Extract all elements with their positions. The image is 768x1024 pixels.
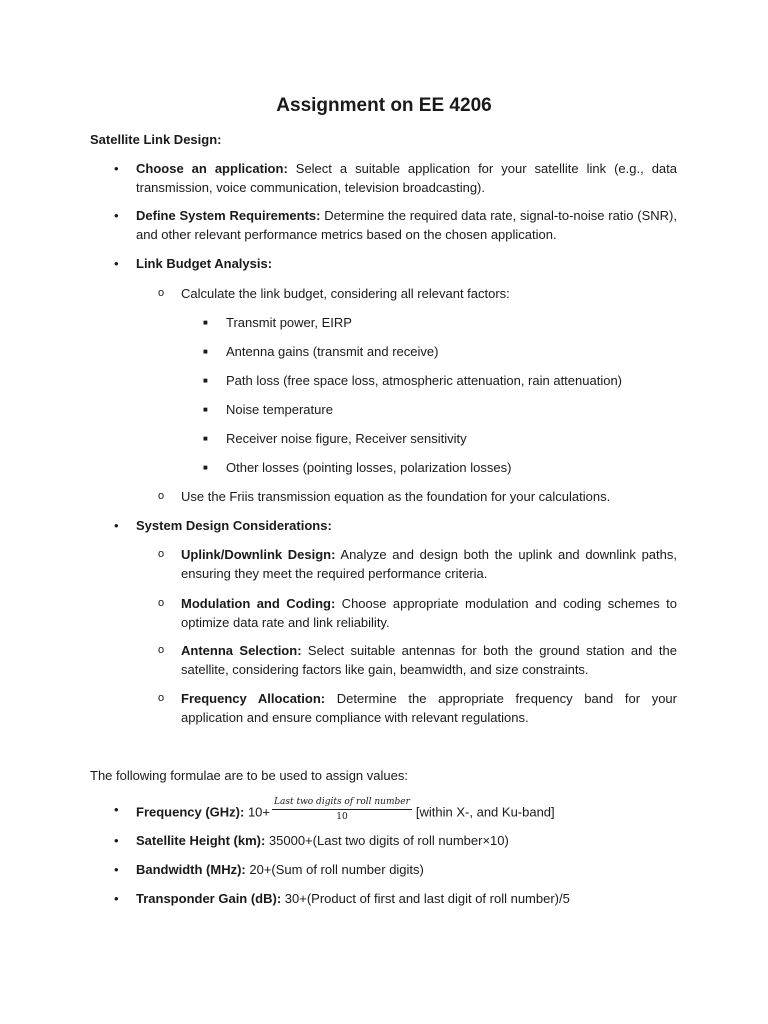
square-bullet-icon: ■ [203,318,208,327]
friis-text: Use the Friis transmission equation as the foundation for your calculations. [181,489,611,504]
circle-bullet-icon: o [158,597,165,609]
list-item [158,594,677,632]
item-label: Uplink/Downlink Design: [181,547,336,562]
fraction [272,797,412,823]
bullet-icon: • [114,256,119,271]
formula-label: Bandwidth (MHz): [136,862,246,877]
item-label: Frequency Allocation: [181,691,326,706]
list-item [114,206,677,244]
list-item [158,284,677,303]
list-item [114,516,677,535]
formula-intro: The following formulae are to be used to assign values: [90,768,408,783]
item-label: Antenna Selection: [181,643,302,658]
bullet-icon: • [114,833,119,848]
circle-bullet-icon: o [158,490,165,502]
list-item [158,545,677,583]
bullet-icon: • [114,518,119,533]
circle-bullet-icon: o [158,644,165,656]
list-item: ■ Noise temperature [203,402,333,417]
item-text: Choose appropriate modulation and coding schemes to optimize data rate and link reliability. [181,596,677,630]
list-item: ■ Antenna gains (transmit and receive) [203,344,439,359]
fraction-denominator: 10 [336,812,348,822]
item-label: Modulation and Coding: [181,596,336,611]
square-bullet-icon: ■ [203,376,208,385]
item-text: Determine the required data rate, signal-to-noise ratio (SNR), and other relevant performance metrics based on the chosen application. [136,208,677,242]
bullet-icon: • [114,891,119,906]
item-label: Define System Requirements: [136,208,321,223]
square-bullet-icon: ■ [203,434,208,443]
square-bullet-icon: ■ [203,405,208,414]
section-heading: Satellite Link Design: [90,132,222,147]
list-item: ■ Other losses (pointing losses, polarization losses) [203,460,512,475]
square-bullet-icon: ■ [203,347,208,356]
square-bullet-icon: ■ [203,463,208,472]
calc-text: Calculate the link budget, considering all relevant factors: [181,286,510,301]
item-label: Link Budget Analysis: [136,256,273,271]
item-text: Analyze and design both the uplink and downlink paths, ensuring they meet the required performance criteria. [181,547,677,581]
formula-height: • Satellite Height (km): 35000+(Last two digits of roll number×10) [114,833,509,848]
list-item: ■ Transmit power, EIRP [203,315,352,330]
formula-bandwidth: • Bandwidth (MHz): 20+(Sum of roll number digits) [114,862,424,877]
list-item [114,159,677,197]
list-item: ■ Receiver noise figure, Receiver sensitivity [203,431,467,446]
list-item [158,689,677,727]
bullet-icon: • [114,802,119,817]
bullet-icon: • [114,208,119,223]
item-text: Select suitable antennas for both the ground station and the satellite, considering factors like gain, beamwidth, and size constraints. [181,643,677,677]
formula-gain: • Transponder Gain (dB): 30+(Product of first and last digit of roll number)/5 [114,891,570,906]
fraction-numerator: Last two digits of roll number [272,797,412,810]
page-title: Assignment on EE 4206 [276,95,492,116]
formula-frequency: • Frequency (GHz): 10+ $\frac{\text{Last two digits of roll number}}{10}$ [within X-, and Ku-band] [114,797,555,822]
list-item [158,641,677,679]
item-label: Choose an application: [136,161,288,176]
circle-bullet-icon: o [158,287,165,299]
formula-label: Satellite Height (km): [136,833,266,848]
list-item: ■ Path loss (free space loss, atmospheric attenuation, rain attenuation) [203,373,622,388]
item-text: Select a suitable application for your satellite link (e.g., data transmission, voice communication, television broadcasting). [136,161,677,195]
design-heading: System Design Considerations: [136,518,332,533]
circle-bullet-icon: o [158,548,165,560]
formula-label: Frequency (GHz): [136,804,245,820]
bullet-icon: • [114,161,119,176]
circle-bullet-icon: o [158,692,165,704]
formula-label: Transponder Gain (dB): [136,891,282,906]
list-item [158,487,677,506]
bullet-icon: • [114,862,119,877]
list-item [114,254,677,273]
item-text: Determine the appropriate frequency band for your application and ensure compliance with relevant regulations. [181,691,677,725]
